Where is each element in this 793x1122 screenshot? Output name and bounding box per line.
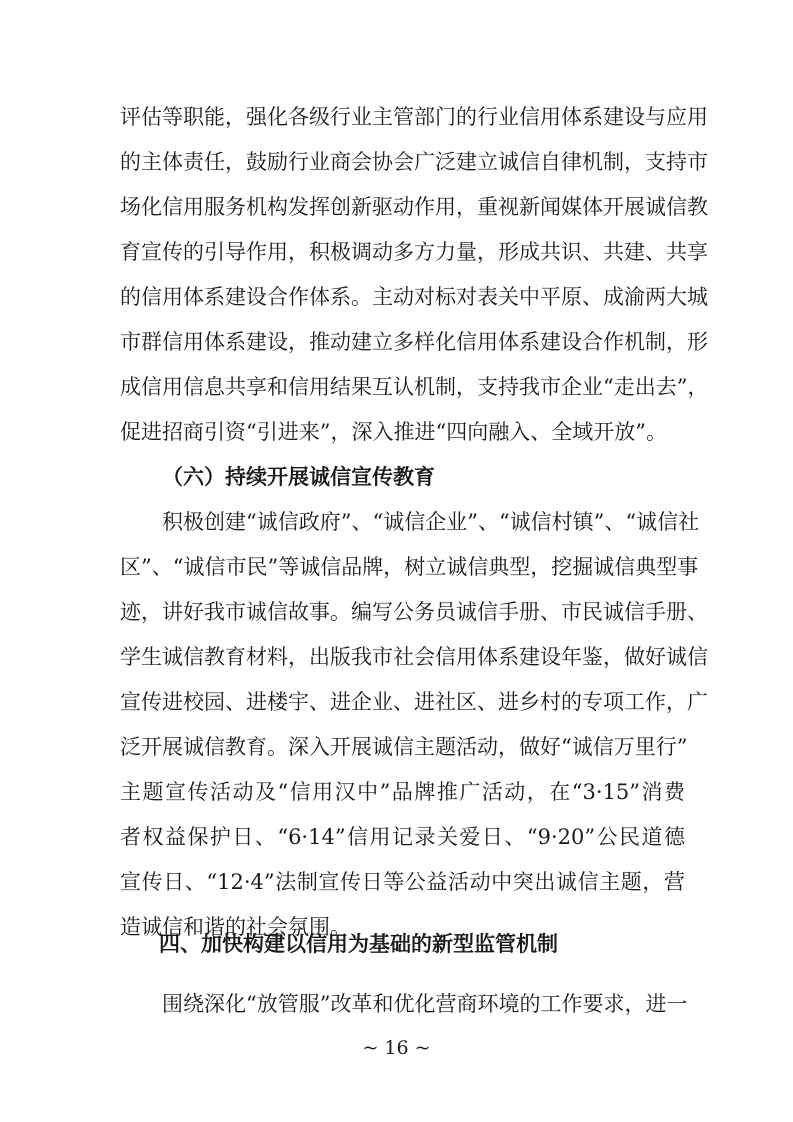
- text-line: 评估等职能，强化各级行业主管部门的行业信用体系建设与应用: [120, 105, 708, 129]
- text-line: 学生诚信教育材料，出版我市社会信用体系建设年鉴，做好诚信: [120, 645, 708, 669]
- text-line: 主题宣传活动及“信用汉中”品牌推广活动，在“3·15”消费: [120, 780, 685, 804]
- text-line: 育宣传的引导作用，积极调动多方力量，形成共识、共建、共享: [120, 240, 708, 264]
- text-line: 的信用体系建设合作体系。主动对标对表关中平原、成渝两大城: [120, 285, 708, 309]
- text-line: 的主体责任，鼓励行业商会协会广泛建立诚信自律机制，支持市: [120, 150, 708, 174]
- text-line: 者权益保护日、“6·14”信用记录关爱日、“9·20”公民道德: [120, 825, 685, 849]
- text-line: 积极创建“诚信政府”、“诚信企业”、“诚信村镇”、“诚信社: [162, 510, 700, 534]
- text-line: 区”、“诚信市民”等诚信品牌，树立诚信典型，挖掘诚信典型事: [120, 555, 699, 579]
- text-line: 宣传进校园、进楼宇、进企业、进社区、进乡村的专项工作，广: [120, 690, 708, 714]
- text-line: 迹，讲好我市诚信故事。编写公务员诚信手册、市民诚信手册、: [120, 600, 708, 624]
- section-6-heading: （六）持续开展诚信宣传教育: [162, 465, 435, 489]
- text-line: 成信用信息共享和信用结果互认机制，支持我市企业“走出去”，: [120, 375, 709, 399]
- text-line: 围绕深化“放管服”改革和优化营商环境的工作要求，进一: [162, 992, 688, 1016]
- text-line: 宣传日、“12·4”法制宣传日等公益活动中突出诚信主题，营: [120, 870, 685, 894]
- text-line: 促进招商引资“引进来”，深入推进“四向融入、全域开放”。: [120, 420, 667, 444]
- section-4-heading: 四、加快构建以信用为基础的新型监管机制: [159, 932, 558, 956]
- page-number: ~ 16 ~: [362, 1037, 431, 1059]
- text-line: 造诚信和谐的社会氛围。: [120, 915, 351, 939]
- text-line: 市群信用体系建设，推动建立多样化信用体系建设合作机制，形: [120, 330, 708, 354]
- text-line: 场化信用服务机构发挥创新驱动作用，重视新闻媒体开展诚信教: [120, 195, 708, 219]
- text-line: 泛开展诚信教育。深入开展诚信主题活动，做好“诚信万里行”: [120, 735, 688, 759]
